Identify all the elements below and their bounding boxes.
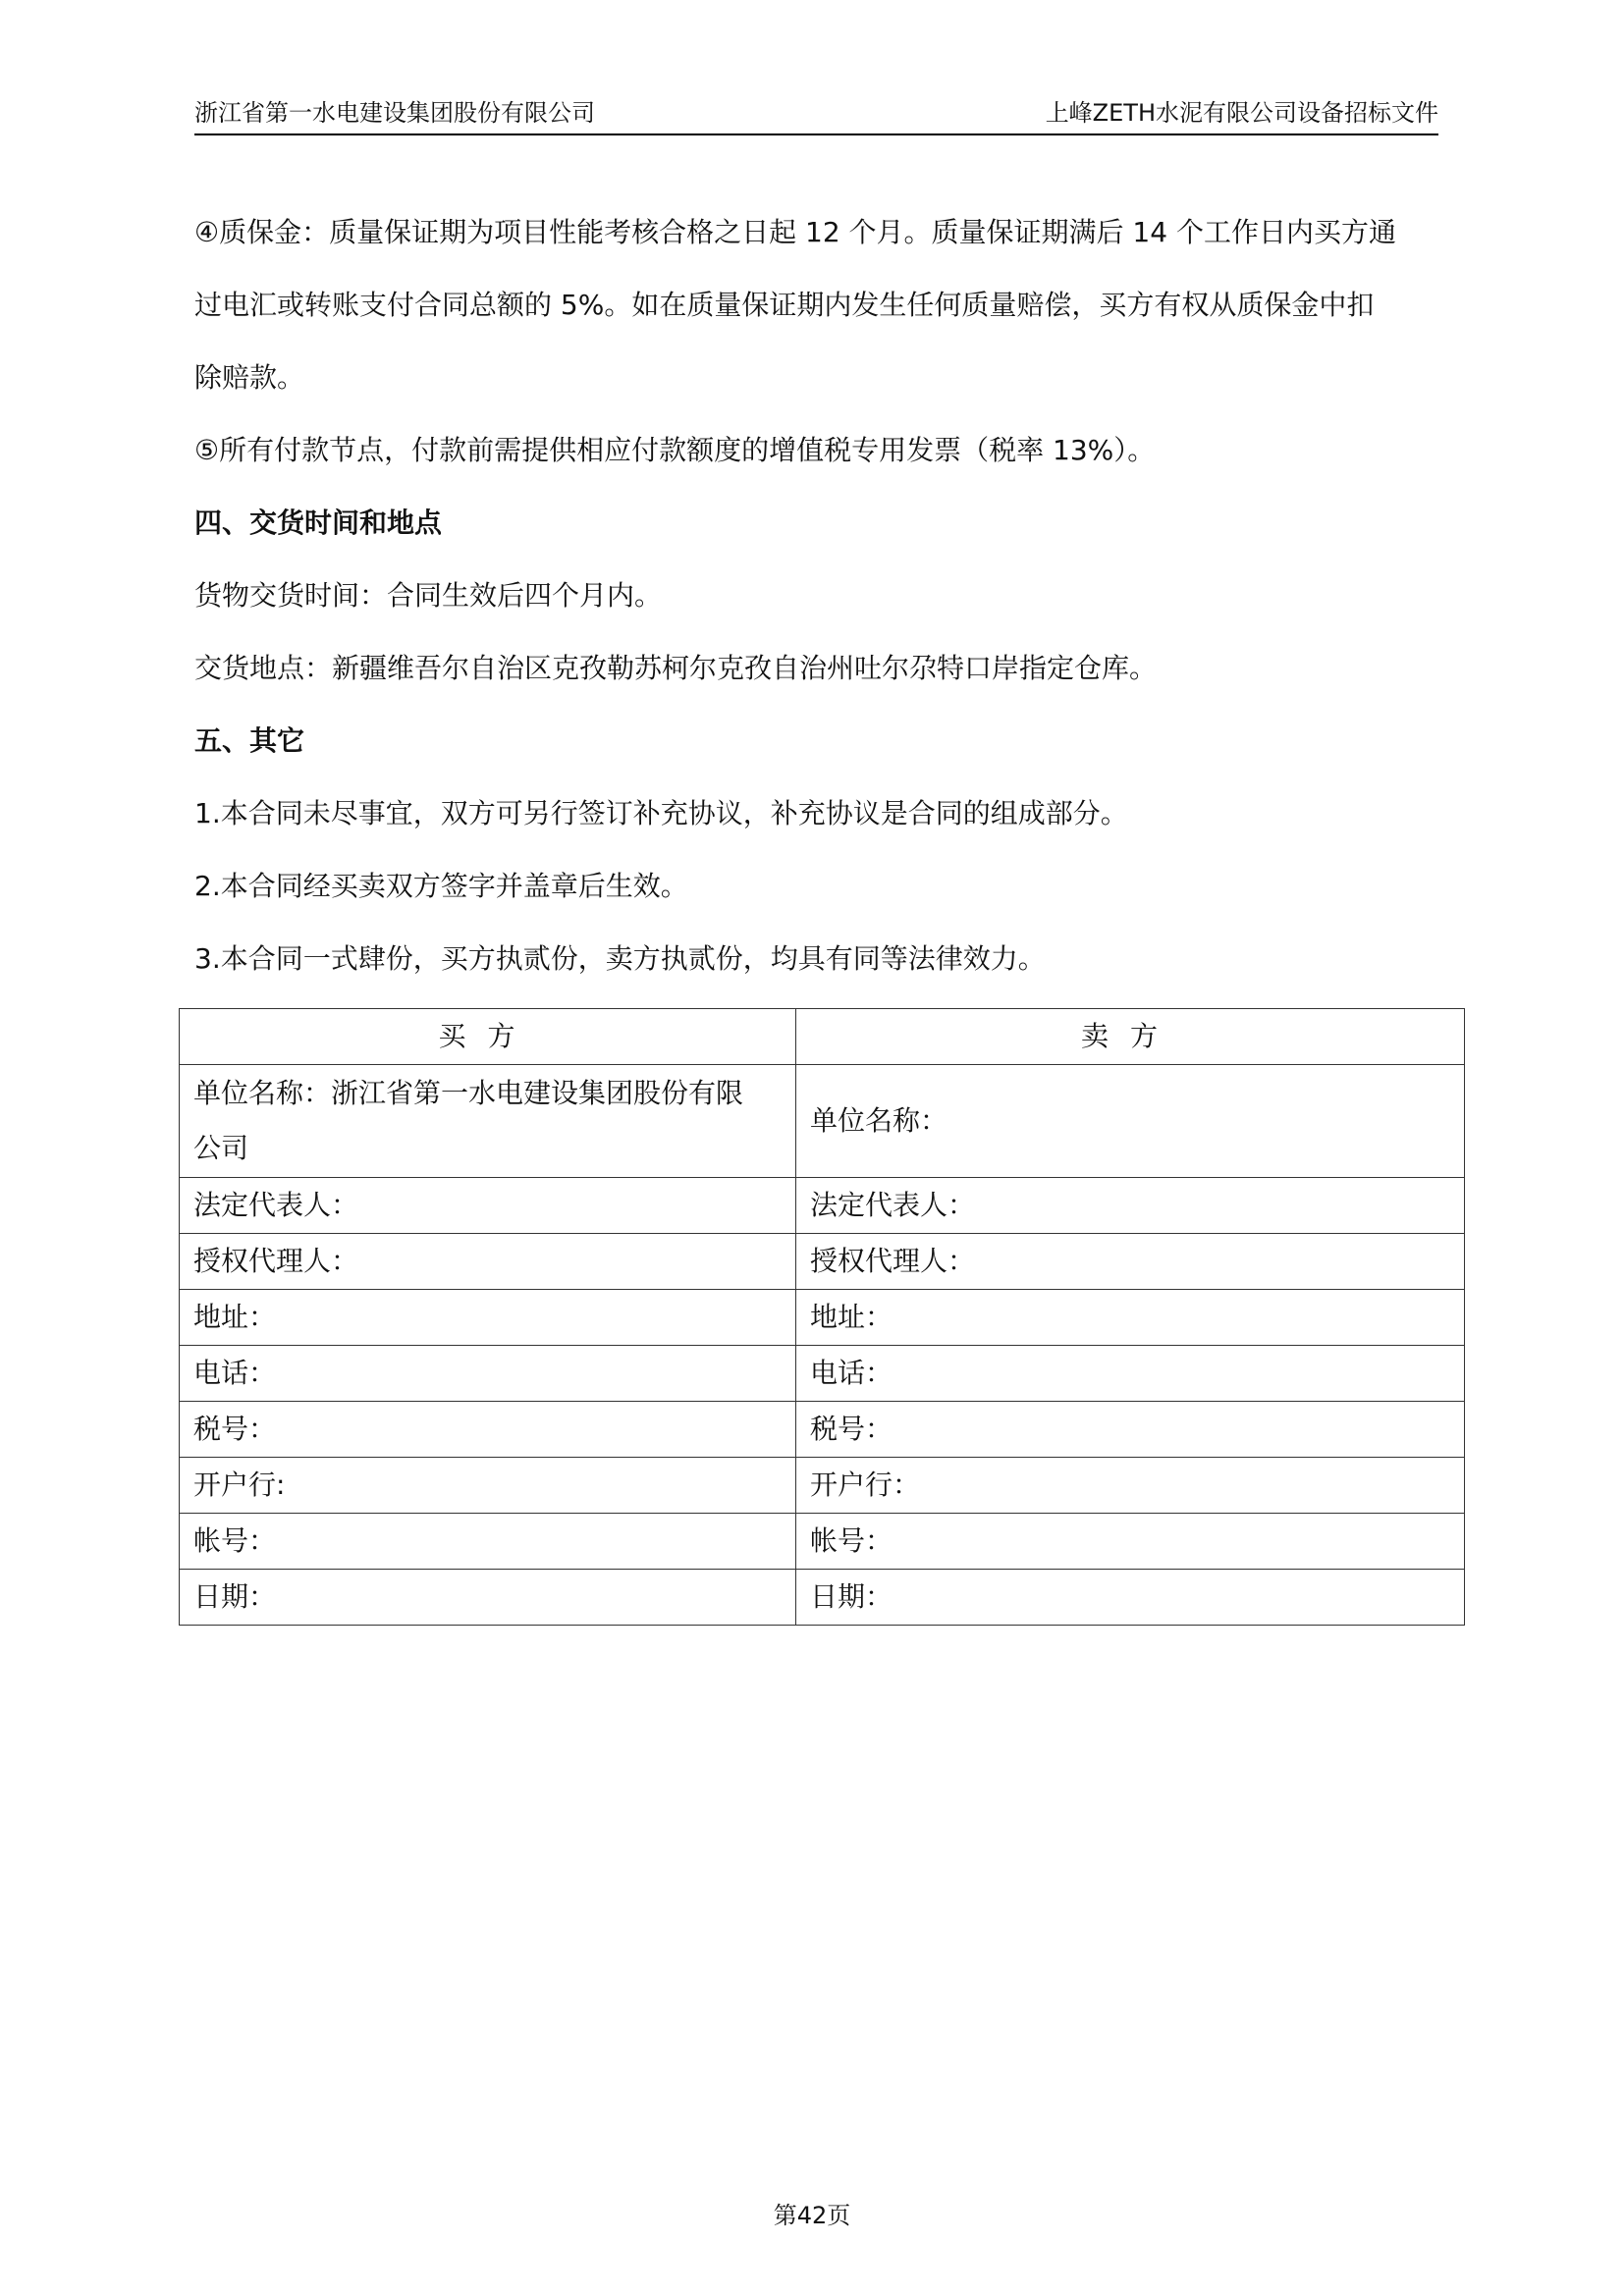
seller-unit-name: 单位名称： (796, 1065, 1465, 1178)
warranty-paragraph-line-3: 除赔款。 (194, 361, 305, 394)
seller-field: 地址： (796, 1290, 1465, 1346)
table-row (180, 1514, 1465, 1570)
buyer-field: 日期： (180, 1570, 796, 1626)
header-document-title: 上峰ZETH水泥有限公司设备招标文件 (1045, 99, 1438, 127)
other-clause-3: 3.本合同一式肆份，买方执贰份，卖方执贰份，均具有同等法律效力。 (194, 942, 1046, 975)
table-row (180, 1178, 1465, 1234)
other-clause-2: 2.本合同经买卖双方签字并盖章后生效。 (194, 870, 688, 902)
seller-field: 帐号： (796, 1514, 1465, 1570)
seller-field: 电话： (796, 1346, 1465, 1402)
buyer-field: 地址： (180, 1290, 796, 1346)
signature-table (179, 1008, 1465, 1626)
buyer-field: 帐号： (180, 1514, 796, 1570)
table-row (180, 1346, 1465, 1402)
seller-field: 开户行： (796, 1458, 1465, 1514)
other-clause-1: 1.本合同未尽事宜，双方可另行签订补充协议，补充协议是合同的组成部分。 (194, 797, 1128, 829)
buyer-field: 授权代理人： (180, 1234, 796, 1290)
buyer-unit-name (180, 1065, 796, 1178)
table-row (180, 1458, 1465, 1514)
table-header-row (180, 1009, 1465, 1065)
unit-name-row (180, 1065, 1465, 1178)
seller-field: 授权代理人： (796, 1234, 1465, 1290)
buyer-field: 税号： (180, 1402, 796, 1458)
warranty-paragraph-line-1: ④质保金：质量保证期为项目性能考核合格之日起 12 个月。质量保证期满后 14 个工作日内买方通 (194, 216, 1396, 248)
buyer-unit-name-line-1: 单位名称：浙江省第一水电建设集团股份有限 (193, 1077, 744, 1109)
table-row (180, 1290, 1465, 1346)
section-4-heading: 四、交货时间和地点 (194, 507, 443, 539)
seller-field: 日期： (796, 1570, 1465, 1626)
delivery-time: 货物交货时间：合同生效后四个月内。 (194, 579, 663, 612)
buyer-field: 法定代表人： (180, 1178, 796, 1234)
document-body (194, 196, 1438, 995)
seller-field: 税号： (796, 1402, 1465, 1458)
warranty-paragraph-line-2: 过电汇或转账支付合同总额的 5%。如在质量保证期内发生任何质量赔偿，买方有权从质保金中扣 (194, 289, 1375, 321)
buyer-field: 开户行: (180, 1458, 796, 1514)
table-row (180, 1234, 1465, 1290)
buyer-unit-name-line-2: 公司 (193, 1132, 249, 1164)
table-row (180, 1570, 1465, 1626)
delivery-place: 交货地点：新疆维吾尔自治区克孜勒苏柯尔克孜自治州吐尔尕特口岸指定仓库。 (194, 652, 1158, 684)
page-number: 第42页 (773, 2202, 851, 2229)
buyer-field: 电话： (180, 1346, 796, 1402)
invoice-paragraph: ⑤所有付款节点，付款前需提供相应付款额度的增值税专用发票（税率 13%）。 (194, 434, 1156, 466)
seller-field: 法定代表人： (796, 1178, 1465, 1234)
table-row (180, 1402, 1465, 1458)
page-header (194, 94, 1438, 135)
buyer-header: 买方 (180, 1009, 796, 1065)
seller-header: 卖方 (796, 1009, 1465, 1065)
header-company: 浙江省第一水电建设集团股份有限公司 (194, 99, 595, 127)
section-5-heading: 五、其它 (194, 724, 305, 757)
